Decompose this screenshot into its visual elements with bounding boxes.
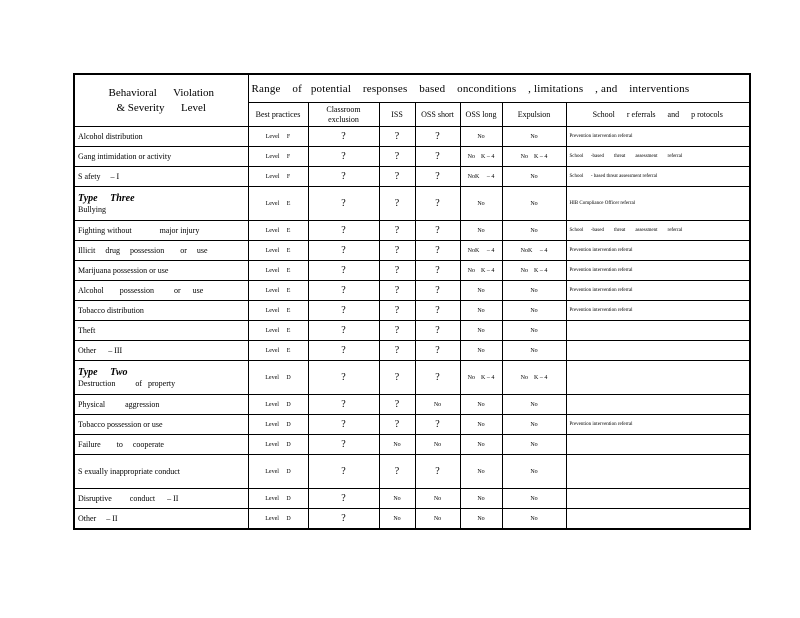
iss-cell: ?: [379, 221, 415, 241]
expulsion-cell: No: [502, 187, 566, 221]
referral-cell: School - based threat assessment referral: [566, 167, 750, 187]
behavior-header-line1: Behavioral Violation: [108, 86, 214, 99]
behavior-cell: [74, 281, 248, 301]
col-oss-short: OSS short: [415, 103, 460, 127]
best-practice-level-cell: Level E: [248, 241, 308, 261]
oss-long-cell: No: [460, 415, 502, 435]
table-row: [74, 361, 750, 395]
iss-cell: ?: [379, 241, 415, 261]
behavior-label: Alcohol possession or use: [78, 286, 204, 295]
iss-cell: ?: [379, 281, 415, 301]
referral-cell: [566, 321, 750, 341]
col-expulsion: Expulsion: [502, 103, 566, 127]
col-oss-long: OSS long: [460, 103, 502, 127]
iss-cell: No: [379, 509, 415, 530]
best-practice-level-cell: Level E: [248, 341, 308, 361]
best-practice-level-cell: Level E: [248, 321, 308, 341]
classroom-exclusion-cell: ?: [308, 341, 379, 361]
behavior-label: Marijuana possession or use: [78, 266, 169, 275]
oss-short-cell: ?: [415, 167, 460, 187]
classroom-exclusion-cell: ?: [308, 127, 379, 147]
referral-cell: [566, 341, 750, 361]
classroom-exclusion-cell: ?: [308, 241, 379, 261]
behavior-cell: [74, 509, 248, 530]
classroom-exclusion-cell: ?: [308, 281, 379, 301]
col-classroom-exclusion: Classroom exclusion: [308, 103, 379, 127]
table-body: [74, 127, 750, 530]
section-type-title: Type Three: [78, 192, 135, 204]
behavior-label: Failure to cooperate: [78, 440, 164, 449]
classroom-exclusion-cell: ?: [308, 147, 379, 167]
referral-cell: [566, 509, 750, 530]
behavior-label: S afety – I: [78, 172, 120, 181]
referral-cell: Prevention intervention referral: [566, 261, 750, 281]
classroom-exclusion-cell: ?: [308, 509, 379, 530]
behavior-cell: [74, 415, 248, 435]
col-best-practices: Best practices: [248, 103, 308, 127]
expulsion-cell: No: [502, 127, 566, 147]
oss-short-cell: ?: [415, 321, 460, 341]
table-row: [74, 341, 750, 361]
col-school-referrals: School r eferrals and p rotocols: [566, 103, 750, 127]
referral-cell: Prevention intervention referral: [566, 241, 750, 261]
table-row: [74, 435, 750, 455]
table-row: [74, 127, 750, 147]
expulsion-cell: No K – 4: [502, 147, 566, 167]
classroom-exclusion-cell: ?: [308, 167, 379, 187]
expulsion-cell: No: [502, 281, 566, 301]
oss-long-cell: NoK – 4: [460, 241, 502, 261]
oss-short-cell: ?: [415, 127, 460, 147]
referral-cell: [566, 395, 750, 415]
expulsion-cell: No: [502, 415, 566, 435]
oss-long-cell: No: [460, 221, 502, 241]
referral-cell: [566, 361, 750, 395]
table-row: [74, 281, 750, 301]
oss-long-cell: No: [460, 341, 502, 361]
best-practice-level-cell: Level E: [248, 187, 308, 221]
iss-cell: ?: [379, 341, 415, 361]
best-practice-level-cell: Level D: [248, 489, 308, 509]
oss-long-cell: No: [460, 127, 502, 147]
referral-cell: School -based threat assessment referral: [566, 221, 750, 241]
iss-cell: ?: [379, 361, 415, 395]
behavior-label: Theft: [78, 326, 96, 335]
oss-short-cell: No: [415, 509, 460, 530]
oss-short-cell: No: [415, 489, 460, 509]
oss-short-cell: ?: [415, 187, 460, 221]
iss-cell: ?: [379, 147, 415, 167]
expulsion-cell: No: [502, 341, 566, 361]
table-row: [74, 301, 750, 321]
iss-cell: ?: [379, 455, 415, 489]
best-practice-level-cell: Level D: [248, 415, 308, 435]
oss-long-cell: No K – 4: [460, 361, 502, 395]
iss-cell: ?: [379, 167, 415, 187]
classroom-exclusion-cell: ?: [308, 455, 379, 489]
behavior-cell: [74, 221, 248, 241]
oss-short-cell: No: [415, 395, 460, 415]
best-practice-level-cell: Level F: [248, 167, 308, 187]
behavior-label: Disruptive conduct – II: [78, 494, 179, 503]
oss-long-cell: No K – 4: [460, 261, 502, 281]
behavior-label: S exually inappropriate conduct: [78, 467, 180, 476]
behavior-cell: [74, 241, 248, 261]
iss-cell: ?: [379, 127, 415, 147]
classroom-exclusion-cell: ?: [308, 221, 379, 241]
behavior-label: Alcohol distribution: [78, 132, 143, 141]
oss-long-cell: No: [460, 509, 502, 530]
table-row: [74, 167, 750, 187]
behavior-label: Tobacco distribution: [78, 306, 144, 315]
behavior-cell: [74, 167, 248, 187]
best-practice-level-cell: Level E: [248, 261, 308, 281]
oss-long-cell: No: [460, 455, 502, 489]
behavior-label: Bullying: [78, 204, 107, 214]
behavior-cell: [74, 361, 248, 395]
expulsion-cell: No: [502, 509, 566, 530]
expulsion-cell: No: [502, 221, 566, 241]
range-responses-header: Range of potential responses based onconditions , limitations , and interventions: [248, 74, 750, 103]
oss-short-cell: ?: [415, 147, 460, 167]
behavior-label: Gang intimidation or activity: [78, 152, 172, 161]
expulsion-cell: No: [502, 489, 566, 509]
behavior-cell: [74, 435, 248, 455]
response-matrix-table: [73, 73, 751, 530]
behavior-label: Fighting without major injury: [78, 226, 200, 235]
classroom-exclusion-cell: ?: [308, 361, 379, 395]
behavior-label: Other – III: [78, 346, 123, 355]
behavior-label: Destruction of property: [78, 378, 176, 388]
referral-cell: School -based threat assessment referral: [566, 147, 750, 167]
best-practice-level-cell: Level E: [248, 301, 308, 321]
classroom-exclusion-cell: ?: [308, 301, 379, 321]
oss-long-cell: No K – 4: [460, 147, 502, 167]
referral-cell: [566, 455, 750, 489]
expulsion-cell: No K – 4: [502, 261, 566, 281]
expulsion-cell: No: [502, 395, 566, 415]
oss-short-cell: ?: [415, 241, 460, 261]
oss-long-cell: No: [460, 301, 502, 321]
iss-cell: No: [379, 489, 415, 509]
best-practice-level-cell: Level E: [248, 281, 308, 301]
oss-short-cell: ?: [415, 261, 460, 281]
behavior-cell: [74, 187, 248, 221]
table-row: [74, 321, 750, 341]
iss-cell: ?: [379, 395, 415, 415]
oss-long-cell: No: [460, 281, 502, 301]
behavior-severity-header: [74, 74, 248, 127]
behavior-cell: [74, 301, 248, 321]
classroom-exclusion-cell: ?: [308, 395, 379, 415]
iss-cell: ?: [379, 415, 415, 435]
behavior-label: Tobacco possession or use: [78, 420, 163, 429]
referral-cell: Prevention intervention referral: [566, 415, 750, 435]
oss-short-cell: ?: [415, 361, 460, 395]
oss-long-cell: No: [460, 435, 502, 455]
iss-cell: ?: [379, 301, 415, 321]
behavior-cell: [74, 261, 248, 281]
best-practice-level-cell: Level D: [248, 455, 308, 489]
expulsion-cell: NoK – 4: [502, 241, 566, 261]
oss-short-cell: ?: [415, 221, 460, 241]
classroom-exclusion-cell: ?: [308, 415, 379, 435]
table-row: [74, 261, 750, 281]
expulsion-cell: No: [502, 167, 566, 187]
behavior-header-line2: & Severity Level: [116, 101, 206, 114]
oss-long-cell: No: [460, 489, 502, 509]
oss-long-cell: NoK – 4: [460, 167, 502, 187]
behavior-cell: [74, 395, 248, 415]
referral-cell: [566, 435, 750, 455]
classroom-exclusion-cell: ?: [308, 261, 379, 281]
behavior-label: Other – II: [78, 514, 118, 523]
table-row: [74, 395, 750, 415]
expulsion-cell: No K – 4: [502, 361, 566, 395]
referral-cell: Prevention intervention referral: [566, 127, 750, 147]
expulsion-cell: No: [502, 455, 566, 489]
oss-short-cell: ?: [415, 455, 460, 489]
behavior-cell: [74, 127, 248, 147]
table-row: [74, 509, 750, 530]
oss-short-cell: ?: [415, 301, 460, 321]
referral-cell: Prevention intervention referral: [566, 301, 750, 321]
table-row: [74, 221, 750, 241]
oss-short-cell: ?: [415, 281, 460, 301]
best-practice-level-cell: Level E: [248, 221, 308, 241]
referral-cell: HIB Compliance Officer referral: [566, 187, 750, 221]
behavior-label: Illicit drug possession or use: [78, 246, 208, 255]
oss-short-cell: ?: [415, 415, 460, 435]
table-row: [74, 415, 750, 435]
oss-long-cell: No: [460, 395, 502, 415]
behavior-cell: [74, 489, 248, 509]
behavior-label: Physical aggression: [78, 400, 160, 409]
behavior-cell: [74, 321, 248, 341]
table-row: [74, 241, 750, 261]
classroom-exclusion-cell: ?: [308, 435, 379, 455]
oss-short-cell: ?: [415, 341, 460, 361]
col-iss: ISS: [379, 103, 415, 127]
best-practice-level-cell: Level F: [248, 147, 308, 167]
section-type-title: Type Two: [78, 366, 128, 378]
behavior-cell: [74, 147, 248, 167]
best-practice-level-cell: Level D: [248, 395, 308, 415]
expulsion-cell: No: [502, 321, 566, 341]
table-row: [74, 455, 750, 489]
oss-long-cell: No: [460, 187, 502, 221]
table-row: [74, 187, 750, 221]
classroom-exclusion-cell: ?: [308, 321, 379, 341]
classroom-exclusion-cell: ?: [308, 187, 379, 221]
referral-cell: Prevention intervention referral: [566, 281, 750, 301]
oss-long-cell: No: [460, 321, 502, 341]
referral-cell: [566, 489, 750, 509]
oss-short-cell: No: [415, 435, 460, 455]
iss-cell: No: [379, 435, 415, 455]
behavior-cell: [74, 341, 248, 361]
behavior-cell: [74, 455, 248, 489]
classroom-exclusion-cell: ?: [308, 489, 379, 509]
iss-cell: ?: [379, 187, 415, 221]
table-row: [74, 489, 750, 509]
iss-cell: ?: [379, 261, 415, 281]
expulsion-cell: No: [502, 301, 566, 321]
best-practice-level-cell: Level D: [248, 509, 308, 530]
table-row: [74, 147, 750, 167]
iss-cell: ?: [379, 321, 415, 341]
expulsion-cell: No: [502, 435, 566, 455]
best-practice-level-cell: Level D: [248, 361, 308, 395]
best-practice-level-cell: Level F: [248, 127, 308, 147]
best-practice-level-cell: Level D: [248, 435, 308, 455]
